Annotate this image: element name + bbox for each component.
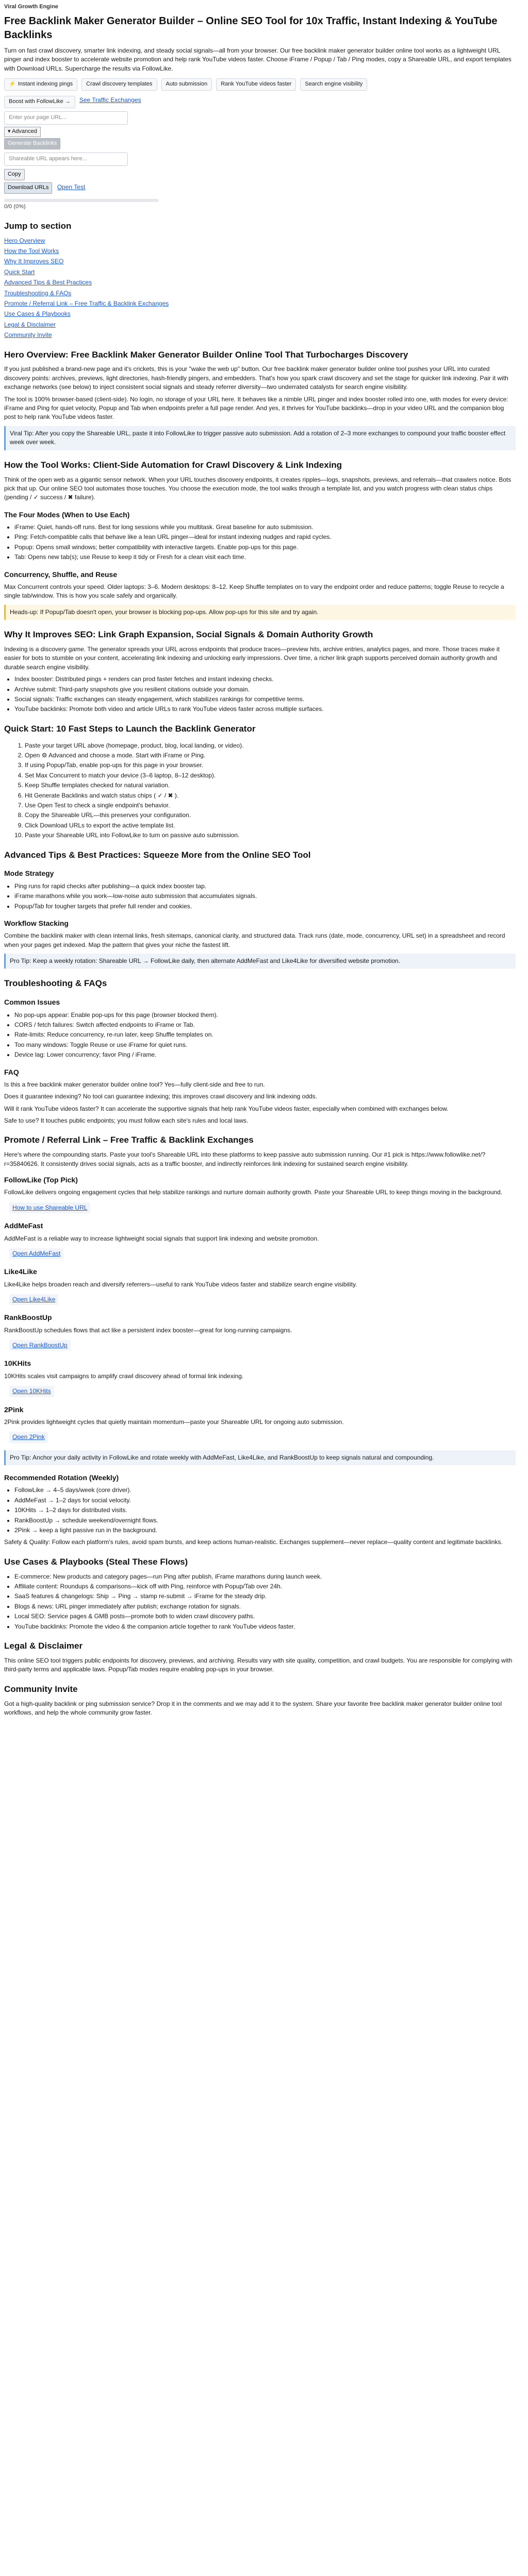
list-item: • 2Pink → keep a light passive run in the background. bbox=[14, 1526, 516, 1535]
promote-heading: Promote / Referral Link – Free Traffic & Backlink Exchanges bbox=[4, 1135, 254, 1145]
list-item: • Archive submit: Third-party snapshots give you resilient citations outside your domain. bbox=[14, 685, 516, 694]
quick-start-heading: Quick Start: 10 Fast Steps to Launch the Backlink Generator bbox=[4, 723, 256, 734]
list-item: • Social signals: Traffic exchanges can steady engagement, which stabilizes rankings for competitive terms. bbox=[14, 695, 516, 704]
community-paragraph: Got a high-quality backlink or ping submission service? Drop it in the comments and we may add it to the system. Share your favorite free backlink maker generator builder online tool workflows, and help the whole community grow faster. bbox=[4, 1700, 502, 1716]
toc-link[interactable]: Promote / Referral Link – Free Traffic & Backlink Exchanges bbox=[4, 299, 169, 307]
mode-strategy-list bbox=[4, 882, 516, 911]
list-item: • Too many windows: Toggle Reuse or use iFrame for quiet runs. bbox=[14, 1041, 516, 1049]
progress-text: 0/0 (0%) bbox=[4, 203, 26, 210]
tool-panel bbox=[4, 111, 516, 211]
exchange-cta-link[interactable]: Open Like4Like bbox=[9, 1294, 58, 1305]
feature-chips bbox=[4, 78, 516, 91]
exchange-cta-link[interactable]: Open 2Pink bbox=[9, 1432, 48, 1443]
exchange-cta-link[interactable]: Open 10KHits bbox=[9, 1386, 54, 1397]
list-item: • YouTube backlinks: Promote the video & the companion article together to rank YouTube videos faster. bbox=[14, 1622, 516, 1631]
list-item: • Device lag: Lower concurrency; favor Ping / iFrame. bbox=[14, 1050, 516, 1059]
toc-link[interactable]: Troubleshooting & FAQs bbox=[4, 289, 72, 297]
list-item: 1. Paste your target URL above (homepage, product, blog, local landing, or video). bbox=[25, 741, 516, 750]
faq-item: Does it guarantee indexing? No tool can guarantee indexing; this improves crawl discovery and link indexing odds. bbox=[4, 1093, 318, 1100]
table-of-contents bbox=[4, 236, 516, 340]
faq-heading: FAQ bbox=[4, 1067, 19, 1076]
pro-tip-callout: Pro Tip: Keep a weekly rotation: Shareable URL → FollowLike daily, then alternate AddMeFast and Like4Like for diversified website promotion. bbox=[4, 954, 516, 969]
exchange-description: FollowLike delivers ongoing engagement cycles that help stabilize rankings and nurture domain authority growth. Paste your Shareable URL to keep things moving in the background. bbox=[4, 1189, 503, 1196]
list-item: • Index booster: Distributed pings + renders can prod faster fetches and instant indexing checks. bbox=[14, 675, 516, 684]
exchange-name: Like4Like bbox=[4, 1267, 37, 1276]
why-list bbox=[4, 675, 516, 714]
legal-paragraph: This online SEO tool triggers public endpoints for discovery, previews, and archiving. Results vary with site quality, competition, and crawl budgets. You are responsible for complying with third-party terms and applicable laws. Popup/Tab modes require enabling pop-ups in your browser. bbox=[4, 1656, 513, 1673]
list-item: • Local SEO: Service pages & GMB posts—promote both to widen crawl discovery paths. bbox=[14, 1612, 516, 1621]
exchange-cta-link[interactable]: Open RankBoostUp bbox=[9, 1340, 71, 1351]
chip-instant-indexing[interactable] bbox=[4, 78, 77, 91]
page-title: Free Backlink Maker Generator Builder – Online SEO Tool for 10x Traffic, Instant Indexing & YouTube Backlinks bbox=[4, 15, 498, 41]
list-item: 9. Click Download URLs to export the active template list. bbox=[25, 821, 516, 830]
hero-paragraph-1: If you just published a brand-new page and it's crickets, this is your "wake the web up" button. Our free backlink maker generator builder online tool pushes your URL into curated discovery points: archives, previews, light directories, hash-friendly pingers, and embedders. That's how you spark crawl discovery and set the stage for quicker link indexing. Pair it with exchange networks (see below) to inject consistent social signals and steady referrer diversity—two underrated catalysts for search engine visibility. bbox=[4, 365, 508, 391]
list-item: • Tab: Opens new tab(s); use Reuse to keep it tidy or Fresh for a clean visit each time. bbox=[14, 553, 516, 562]
exchange-card bbox=[4, 1312, 516, 1351]
chip-label: Crawl discovery templates bbox=[86, 81, 153, 88]
list-item: • RankBoostUp → schedule weekend/overnight flows. bbox=[14, 1516, 516, 1525]
cta-chips bbox=[4, 96, 516, 108]
see-traffic-exchanges-link[interactable]: See Traffic Exchanges bbox=[79, 96, 141, 104]
list-item: • Popup: Opens small windows; better compatibility with interactive targets. Enable pop-ups for this page. bbox=[14, 543, 516, 552]
exchange-description: AddMeFast is a reliable way to increase lightweight social signals that support link indexing and website promotion. bbox=[4, 1234, 319, 1242]
list-item: • 10KHits → 1–2 days for distributed visits. bbox=[14, 1506, 516, 1515]
legal-heading: Legal & Disclaimer bbox=[4, 1640, 83, 1651]
list-item: • iFrame marathons while you work—low-noise auto submission that accumulates signals. bbox=[14, 892, 516, 901]
workflow-paragraph: Combine the backlink maker with clean internal links, fresh sitemaps, canonical clarity, and structured data. Track runs (date, mode, concurrency, URL set) in a spreadsheet and record when your pages get indexed. Map the pattern that gives your niche the fastest lift. bbox=[4, 932, 505, 948]
hero-paragraph-2: The tool is 100% browser-based (client-side). No login, no storage of your URL here. It behaves like a nimble URL pinger and index booster rolled into one, with modes for every device: iFrame and Ping for quiet velocity, Popup and Tab when endpoints prefer a full page render. And yes, it thrives for YouTube backlinks—drop in your video URL and the companion blog post to help rank YouTube videos faster. bbox=[4, 395, 508, 421]
rotation-tip-callout: Pro Tip: Anchor your daily activity in FollowLike and rotate weekly with AddMeFast, Like4Like, and RankBoostUp to keep signals natural and compounding. bbox=[4, 1450, 516, 1465]
troubleshooting-heading: Troubleshooting & FAQs bbox=[4, 978, 107, 989]
hero-heading: Hero Overview: Free Backlink Maker Generator Builder Online Tool That Turbocharges Discovery bbox=[4, 349, 408, 360]
exchange-card bbox=[4, 1175, 516, 1213]
list-item: 10. Paste your Shareable URL into FollowLike to turn on passive auto submission. bbox=[25, 831, 516, 840]
chip-search-visibility[interactable] bbox=[300, 78, 367, 91]
list-item: • FollowLike → 4–5 days/week (core driver). bbox=[14, 1486, 516, 1495]
exchange-card bbox=[4, 1266, 516, 1305]
rotation-heading: Recommended Rotation (Weekly) bbox=[4, 1473, 119, 1482]
brand-name: Viral Growth Engine bbox=[4, 4, 58, 10]
exchange-name: FollowLike (Top Pick) bbox=[4, 1176, 78, 1184]
chip-crawl-discovery[interactable] bbox=[81, 78, 157, 91]
viral-tip-callout: Viral Tip: After you copy the Shareable URL, paste it into FollowLike to trigger passive auto submission. Add a rotation of 2–3 more exchanges to compound your traffic booster effect week over week. bbox=[4, 426, 516, 450]
list-item: • CORS / fetch failures: Switch affected endpoints to iFrame or Tab. bbox=[14, 1021, 516, 1029]
faq-item: Is this a free backlink maker generator builder online tool? Yes—fully client-side and free to run. bbox=[4, 1080, 265, 1088]
how-heading: How the Tool Works: Client-Side Automation for Crawl Discovery & Link Indexing bbox=[4, 460, 342, 470]
why-heading: Why It Improves SEO: Link Graph Expansion, Social Signals & Domain Authority Growth bbox=[4, 630, 373, 640]
list-item: • iFrame: Quiet, hands-off runs. Best for long sessions while you multitask. Great baseline for auto submission. bbox=[14, 523, 516, 532]
list-item: 4. Set Max Concurrent to match your device (3–6 laptop, 8–12 desktop). bbox=[25, 771, 516, 780]
list-item: • Popup/Tab for tougher targets that prefer full render and cookies. bbox=[14, 902, 516, 911]
list-item: • SaaS features & changelogs: Ship → Ping → stamp re-submit → iFrame for the steady drip. bbox=[14, 1592, 516, 1601]
why-paragraph: Indexing is a discovery game. The generator spreads your URL across endpoints that produce traces—preview hits, archive entries, analytics pages, and more. Those traces make it easier for bots to stumble on your content, accelerating link indexing and unlocking early impressions. Over time, a richer link graph supports perceived domain authority growth and durable search engine visibility. bbox=[4, 645, 500, 671]
list-item: 5. Keep Shuffle templates checked for natural variation. bbox=[25, 781, 516, 790]
toc-link[interactable]: Why It Improves SEO bbox=[4, 258, 64, 265]
mode-strategy-heading: Mode Strategy bbox=[4, 869, 54, 878]
generate-backlinks-button[interactable]: Generate Backlinks bbox=[4, 138, 60, 149]
toc-link[interactable]: Advanced Tips & Best Practices bbox=[4, 279, 92, 286]
safety-note: Safety & Quality: Follow each platform's rules, avoid spam bursts, and keep actions human-realistic. Exchanges supplement—never replace—quality content and legitimate backlinks. bbox=[4, 1538, 503, 1546]
copy-button[interactable]: Copy bbox=[4, 169, 25, 180]
popup-warning: Heads-up: If Popup/Tab doesn't open, your browser is blocking pop-ups. Allow pop-ups for this site and try again. bbox=[4, 605, 516, 620]
exchange-description: RankBoostUp schedules flows that act like a persistent index booster—great for long-running campaigns. bbox=[4, 1326, 292, 1334]
progress-bar bbox=[4, 199, 159, 202]
download-urls-button[interactable]: Download URLs bbox=[4, 182, 52, 194]
exchange-name: 2Pink bbox=[4, 1405, 24, 1414]
quick-start-steps bbox=[4, 741, 516, 840]
workflow-heading: Workflow Stacking bbox=[4, 919, 69, 927]
modes-list bbox=[4, 523, 516, 562]
concurrency-heading: Concurrency, Shuffle, and Reuse bbox=[4, 570, 118, 579]
toc-title: Jump to section bbox=[4, 221, 72, 231]
url-input[interactable]: Enter your page URL... bbox=[4, 111, 128, 125]
list-item: 2. Open ⚙ Advanced and choose a mode. Start with iFrame or Ping. bbox=[25, 751, 516, 760]
toc-link[interactable]: How the Tool Works bbox=[4, 247, 59, 255]
faq-item: Will it rank YouTube videos faster? It can accelerate the supportive signals that help rank YouTube videos faster, especially when combined with exchanges below. bbox=[4, 1105, 449, 1112]
advanced-heading: Advanced Tips & Best Practices: Squeeze More from the Online SEO Tool bbox=[4, 850, 311, 860]
exchange-card bbox=[4, 1358, 516, 1397]
chip-label: Auto submission bbox=[166, 81, 208, 88]
list-item: • YouTube backlinks: Promote both video and article URLs to rank YouTube videos faster across multiple surfaces. bbox=[14, 705, 516, 714]
community-heading: Community Invite bbox=[4, 1684, 78, 1694]
chip-auto-submission[interactable] bbox=[161, 78, 212, 91]
bolt-icon: ⚡ bbox=[9, 81, 16, 88]
exchange-name: 10KHits bbox=[4, 1359, 31, 1368]
exchange-description: Like4Like helps broaden reach and diversify referrers—useful to rank YouTube videos faster and stabilize search engine visibility. bbox=[4, 1280, 357, 1288]
faq-item: Safe to use? It touches public endpoints; you must follow each site's rules and local laws. bbox=[4, 1117, 249, 1125]
chip-label: Search engine visibility bbox=[305, 81, 363, 88]
chip-label: Instant indexing pings bbox=[18, 81, 73, 88]
common-issues-heading: Common Issues bbox=[4, 998, 60, 1007]
list-item: • No pop-ups appear: Enable pop-ups for this page (browser blocked them). bbox=[14, 1011, 516, 1020]
use-cases-list bbox=[4, 1572, 516, 1631]
list-item: • Blogs & news: URL pinger immediately after publish; exchange rotation for signals. bbox=[14, 1602, 516, 1611]
toc-link[interactable]: Hero Overview bbox=[4, 236, 45, 244]
exchange-description: 10KHits scales visit campaigns to amplify crawl discovery ahead of formal link indexing. bbox=[4, 1372, 244, 1380]
boost-followlike-link[interactable]: Boost with FollowLike → bbox=[4, 96, 75, 108]
issues-list bbox=[4, 1011, 516, 1060]
list-item: • E-commerce: New products and category pages—run Ping after publish, iFrame marathons during launch week. bbox=[14, 1572, 516, 1581]
list-item: • AddMeFast → 1–2 days for social velocity. bbox=[14, 1496, 516, 1505]
chip-rank-youtube[interactable] bbox=[216, 78, 296, 91]
list-item: 3. If using Popup/Tab, enable pop-ups for this page in your browser. bbox=[25, 761, 516, 770]
chip-label: Rank YouTube videos faster bbox=[221, 81, 292, 88]
toc-link[interactable]: Community Invite bbox=[4, 331, 52, 339]
exchange-card bbox=[4, 1221, 516, 1259]
open-test-link[interactable]: Open Test bbox=[57, 183, 86, 191]
advanced-toggle[interactable]: ▾ Advanced bbox=[4, 127, 41, 137]
exchange-cta-link[interactable]: How to use Shareable URL bbox=[9, 1202, 90, 1213]
toc-link[interactable]: Legal & Disclaimer bbox=[4, 320, 56, 328]
exchange-name: RankBoostUp bbox=[4, 1313, 52, 1322]
list-item: 8. Copy the Shareable URL—this preserves your configuration. bbox=[25, 811, 516, 820]
concurrency-paragraph: Max Concurrent controls your speed. Older laptops: 3–6. Modern desktops: 8–12. Keep Shuffle templates on to vary the endpoint order and reduce patterns; toggle Reuse to recycle a single tab/window. This is how you scale safely and organically. bbox=[4, 583, 504, 600]
list-item: 6. Hit Generate Backlinks and watch status chips ( ✓ / ✖ ). bbox=[25, 791, 516, 800]
how-paragraph: Think of the open web as a gigantic sensor network. When your URL touches discovery endpoints, it creates ripples—logs, snapshots, previews, and referrals—that crawlers notice. Bots pick that up. Our online SEO tool automates those touches. You choose the execution mode, the tool walks through a template list, and you watch progress with clean status chips (pending / ✓ success / ✖ failure). bbox=[4, 476, 512, 501]
list-item: • Rate-limits: Reduce concurrency, re-run later, keep Shuffle templates on. bbox=[14, 1030, 516, 1039]
exchange-card bbox=[4, 1404, 516, 1443]
rotation-list bbox=[4, 1486, 516, 1535]
list-item: • Ping runs for rapid checks after publishing—a quick index booster tap. bbox=[14, 882, 516, 891]
toc-link[interactable]: Quick Start bbox=[4, 268, 35, 276]
list-item: 7. Use Open Test to check a single endpoint's behavior. bbox=[25, 801, 516, 810]
modes-heading: The Four Modes (When to Use Each) bbox=[4, 510, 130, 519]
intro-text: Turn on fast crawl discovery, smarter link indexing, and steady social signals—all from your browser. Our free backlink maker generator builder online tool works as a lightweight URL pinger and index booster to accelerate website promotion and help rank YouTube videos faster. Choose iFrame / Popup / Tab / Ping modes, copy a Shareable URL, and export templates with Download URLs. Supercharge the results via FollowLike. bbox=[4, 46, 512, 72]
exchange-description: 2Pink provides lightweight cycles that quietly maintain momentum—paste your Shareable URL for ongoing auto submission. bbox=[4, 1418, 344, 1426]
shareable-url-field[interactable]: Shareable URL appears here... bbox=[4, 152, 128, 166]
list-item: • Ping: Fetch-compatible calls that behave like a lean URL pinger—ideal for instant indexing nudges and rapid cycles. bbox=[14, 533, 516, 541]
exchange-cta-link[interactable]: Open AddMeFast bbox=[9, 1248, 63, 1259]
use-cases-heading: Use Cases & Playbooks (Steal These Flows) bbox=[4, 1556, 188, 1567]
list-item: • Affiliate content: Roundups & comparisons—kick off with Ping, reinforce with Popup/Tab over 24h. bbox=[14, 1582, 516, 1591]
promote-intro: Here's where the compounding starts. Paste your tool's Shareable URL into these platforms to keep passive auto submission running. Our #1 pick is https://www.followlike.net/?r=35840626. It consistently drives social signals, acts as a traffic booster, and indirectly reinforces link indexing for sustained search engine visibility. bbox=[4, 1151, 486, 1167]
toc-link[interactable]: Use Cases & Playbooks bbox=[4, 310, 71, 318]
exchange-name: AddMeFast bbox=[4, 1222, 43, 1230]
